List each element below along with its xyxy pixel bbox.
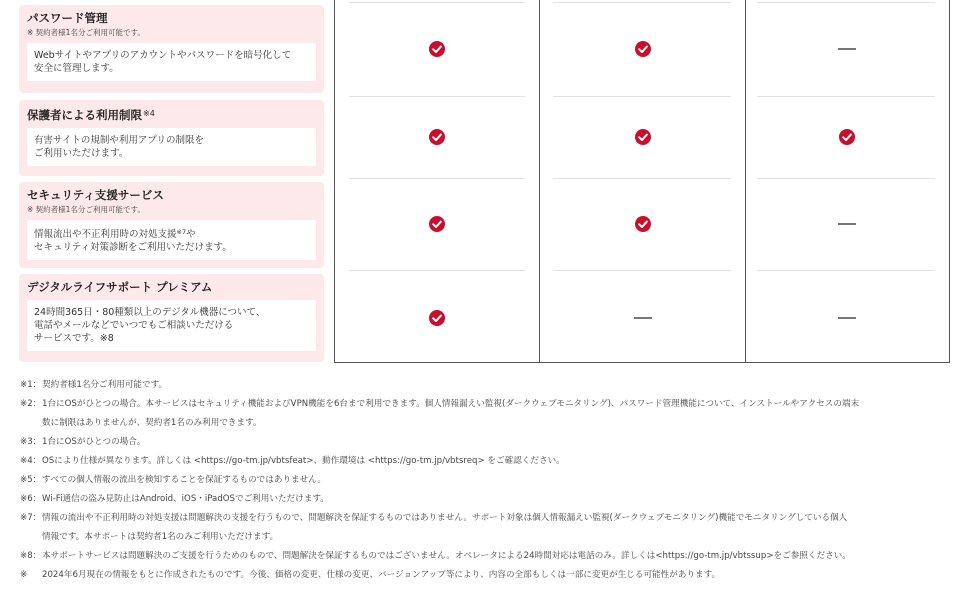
- feature-description: Webサイトやアプリのアカウントやパスワードを暗号化して 安全に管理します。: [27, 43, 316, 81]
- feature-description: 24時間365日・80種類以上のデジタル機器について、 電話やメールなどでいつでもご相談いただける サービスです。※8: [27, 300, 316, 351]
- footnote-3: ※3： 1台にOSがひとつの場合。: [20, 437, 146, 447]
- check-icon: [427, 214, 447, 234]
- dash-line-icon: [634, 317, 652, 319]
- dash-icon: [837, 39, 857, 59]
- feature-title: セキュリティ支援サービス: [27, 188, 164, 202]
- check-circle-icon: [429, 216, 445, 232]
- dash-line-icon: [838, 223, 856, 225]
- footnote-4: ※4： OSにより仕様が異なります。詳しくは <https://go-tm.jp/vbtsfeat>、動作環境は <https://go-tm.jp/vbtsreq> をご確認ください。: [20, 456, 565, 466]
- check-icon: [633, 39, 653, 59]
- check-circle-icon: [635, 41, 651, 57]
- check-circle-icon: [635, 216, 651, 232]
- check-circle-icon: [839, 129, 855, 145]
- feature-card-parental-control: [19, 100, 324, 176]
- row-divider: [553, 2, 731, 3]
- feature-card-security-support: [19, 182, 324, 268]
- footnote-7: ※7： 情報の流出や不正利用時の対処支援は問題解決の支援を行うもので、問題解決を保証するものではありません。サポート対象は個人情報漏えい監視(ダークウェブモニタリング)機能でモニタリングしている個人 情報です。本サポートは契約者1名のみご利用いただけます。: [20, 513, 848, 542]
- row-divider: [349, 270, 525, 271]
- check-icon: [837, 127, 857, 147]
- footnotes: [20, 376, 950, 585]
- check-icon: [427, 39, 447, 59]
- feature-card-password: [19, 5, 324, 93]
- check-icon: [427, 127, 447, 147]
- check-circle-icon: [429, 129, 445, 145]
- feature-description: 情報流出や不正利用時の対処支援$^{※7}$や セキュリティ対策診断をご利用いただけます。: [27, 220, 316, 260]
- check-circle-icon: [429, 310, 445, 326]
- feature-card-digital-life-support: [19, 274, 324, 362]
- feature-note: ※ 契約者様1名分ご利用可能です。: [27, 28, 145, 37]
- footnote-ref: ※7: [176, 228, 187, 236]
- footnote-5: ※5： すべての個人情報の流出を検知することを保証するものではありません。: [20, 475, 326, 485]
- row-divider: [553, 270, 731, 271]
- footnote-6: ※6： Wi-Fi通信の盗み見防止はAndroid、iOS・iPadOSでご利用いただけます。: [20, 494, 329, 504]
- dash-icon: [837, 214, 857, 234]
- row-divider: [349, 2, 525, 3]
- feature-description: 有害サイトの規制や利用アプリの制限を ご利用いただけます。: [27, 128, 316, 166]
- row-divider: [349, 178, 525, 179]
- row-divider: [757, 96, 935, 97]
- check-icon: [633, 214, 653, 234]
- row-divider: [757, 178, 935, 179]
- row-divider: [553, 178, 731, 179]
- dash-icon: [837, 308, 857, 328]
- row-divider: [757, 2, 935, 3]
- check-circle-icon: [635, 129, 651, 145]
- check-icon: [427, 308, 447, 328]
- row-divider: [349, 96, 525, 97]
- dash-icon: [633, 308, 653, 328]
- row-divider: [757, 270, 935, 271]
- feature-title: デジタルライフサポート プレミアム: [27, 280, 213, 294]
- dash-line-icon: [838, 48, 856, 50]
- footnote-ref: ※4: [143, 109, 155, 118]
- footnote-8: ※8： 本サポートサービスは問題解決のご支援を行うためのもので、問題解決を保証するものではございません。オペレータによる24時間対応は電話のみ。詳しくは<https://go-tm.jp/vbtssup>をご参照ください。: [20, 551, 851, 561]
- footnote-2: ※2： 1台にOSがひとつの場合。本サービスはセキュリティ機能およびVPN機能を6台まで利用できます。個人情報漏えい監視(ダークウェブモニタリング)、パスワード管理機能について、インストールやアクセスの端末 数に制限はありませんが、契約者1名のみ利用できます。: [20, 399, 860, 428]
- feature-title: 保護者による利用制限$^{※4}$: [27, 108, 155, 122]
- feature-title: パスワード管理: [27, 11, 108, 25]
- footnote-1: ※1： 契約者様1名分ご利用可能です。: [20, 380, 168, 390]
- check-circle-icon: [429, 41, 445, 57]
- footnote-disclaimer: ※ 2024年6月現在の情報をもとに作成されたものです。今後、価格の変更、仕様の変更、バージョンアップ等により、内容の全部もしくは一部に変更が生じる可能性があります。: [20, 570, 721, 580]
- check-icon: [633, 127, 653, 147]
- dash-line-icon: [838, 317, 856, 319]
- feature-note: ※ 契約者様1名分ご利用可能です。: [27, 205, 145, 214]
- row-divider: [553, 96, 731, 97]
